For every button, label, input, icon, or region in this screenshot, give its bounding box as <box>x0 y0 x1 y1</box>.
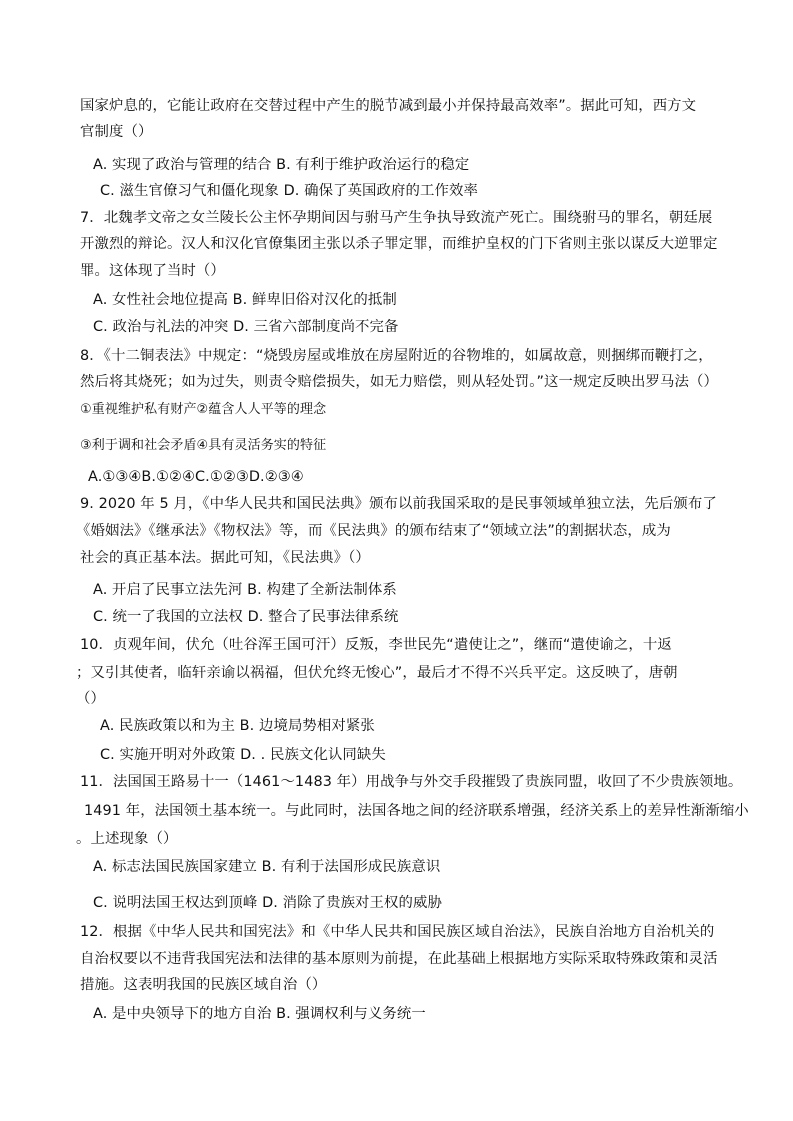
q11-options-ab: A. 标志法国民族国家建立 B. 有利于法国形成民族意识 <box>93 859 441 875</box>
q10-stem-line-3: （） <box>76 691 105 707</box>
q7-stem-line-3: 罪。这体现了当时（） <box>80 263 225 279</box>
q7-options-ab: A. 女性社会地位提高 B. 鲜卑旧俗对汉化的抵制 <box>93 292 397 308</box>
q10-stem-line-1: 10．贞观年间，伏允（吐谷浑王国可汗）反叛，李世民先“遣使让之”，继而“遣使谕之，十返 <box>80 637 672 653</box>
q6-options-cd: C. 滋生官僚习气和僵化现象 D. 确保了英国政府的工作效率 <box>100 183 478 199</box>
q9-options-ab: A. 开启了民事立法先河 B. 构建了全新法制体系 <box>93 582 397 598</box>
q7-stem-line-2: 开激烈的辩论。汉人和汉化官僚集团主张以杀子罪定罪，而维护皇权的门下省则主张以谋反大逆罪定 <box>80 236 718 252</box>
q9-options-cd: C. 统一了我国的立法权 D. 整合了民事法律系统 <box>93 609 399 625</box>
q8-options: A.①③④B.①②④C.①②③D.②③④ <box>88 469 304 485</box>
q11-stem-line-1: 11．法国国王路易十一（1461～1483 年）用战争与外交手段摧毁了贵族同盟，收回了不少贵族领地。 <box>80 774 743 790</box>
q11-stem-line-3: 。上述现象（） <box>76 831 178 847</box>
q6-options-ab: A. 实现了政治与管理的结合 B. 有利于维护政治运行的稳定 <box>93 157 470 173</box>
q12-stem-line-3: 措施。这表明我国的民族区域自治（） <box>80 977 327 993</box>
q10-options-cd: C. 实施开明对外政策 D. . 民族文化认同缺失 <box>100 747 386 763</box>
q11-options-cd: C. 说明法国王权达到顶峰 D. 消除了贵族对王权的威胁 <box>93 895 443 911</box>
q8-statements-2: ③利于调和社会矛盾④具有灵活务实的特征 <box>80 438 327 453</box>
q8-stem-line-1: 8．《十二铜表法》中规定：“烧毁房屋或堆放在房屋附近的谷物堆的，如属故意，则捆绑而鞭打之， <box>80 348 713 364</box>
q10-stem-line-2: ；又引其使者，临轩亲谕以祸福，但伏允终无悛心”，最后才不得不兴兵平定。这反映了，唐朝 <box>76 665 678 681</box>
q7-stem-line-1: 7．北魏孝文帝之女兰陵长公主怀孕期间因与驸马产生争执导致流产死亡。围绕驸马的罪名，朝廷展 <box>80 210 713 226</box>
q9-stem-line-3: 社会的真正基本法。据此可知，《民法典》（） <box>80 550 370 566</box>
q6-stem-line-1: 国家炉息的，它能让政府在交替过程中产生的脱节减到最小并保持最高效率”。据此可知，西方文 <box>80 98 697 114</box>
q12-options-ab: A. 是中央领导下的地方自治 B. 强调权利与义务统一 <box>93 1006 426 1022</box>
q7-options-cd: C. 政治与礼法的冲突 D. 三省六部制度尚不完备 <box>93 319 399 335</box>
q12-stem-line-1: 12．根据《中华人民共和国宪法》和《中华人民共和国民族区域自治法》，民族自治地方自治机关的 <box>80 924 715 940</box>
q11-stem-line-2: 1491 年，法国领土基本统一。与此同时，法国各地之间的经济联系增强，经济关系上的差异性渐渐缩小 <box>84 803 749 819</box>
q10-options-ab: A. 民族政策以和为主 B. 边境局势相对紧张 <box>100 718 375 734</box>
q8-statements-1: ①重视维护私有财产②蕴含人人平等的理念 <box>80 402 327 417</box>
q8-stem-line-2: 然后将其烧死；如为过失，则责令赔偿损失，如无力赔偿，则从轻处罚。”这一规定反映出罗马法（） <box>80 374 718 390</box>
q9-stem-line-1: 9. 2020 年 5 月，《中华人民共和国民法典》颁布以前我国采取的是民事领域单独立法，先后颁布了 <box>80 496 717 512</box>
q9-stem-line-2: 《婚姻法》《继承法》《物权法》等，而《民法典》的颁布结束了“领域立法”的割据状态，成为 <box>76 523 671 539</box>
q12-stem-line-2: 自治权要以不违背我国宪法和法律的基本原则为前提，在此基础上根据地方实际采取特殊政策和灵活 <box>80 951 718 967</box>
q6-stem-line-2: 官制度（） <box>80 124 153 140</box>
